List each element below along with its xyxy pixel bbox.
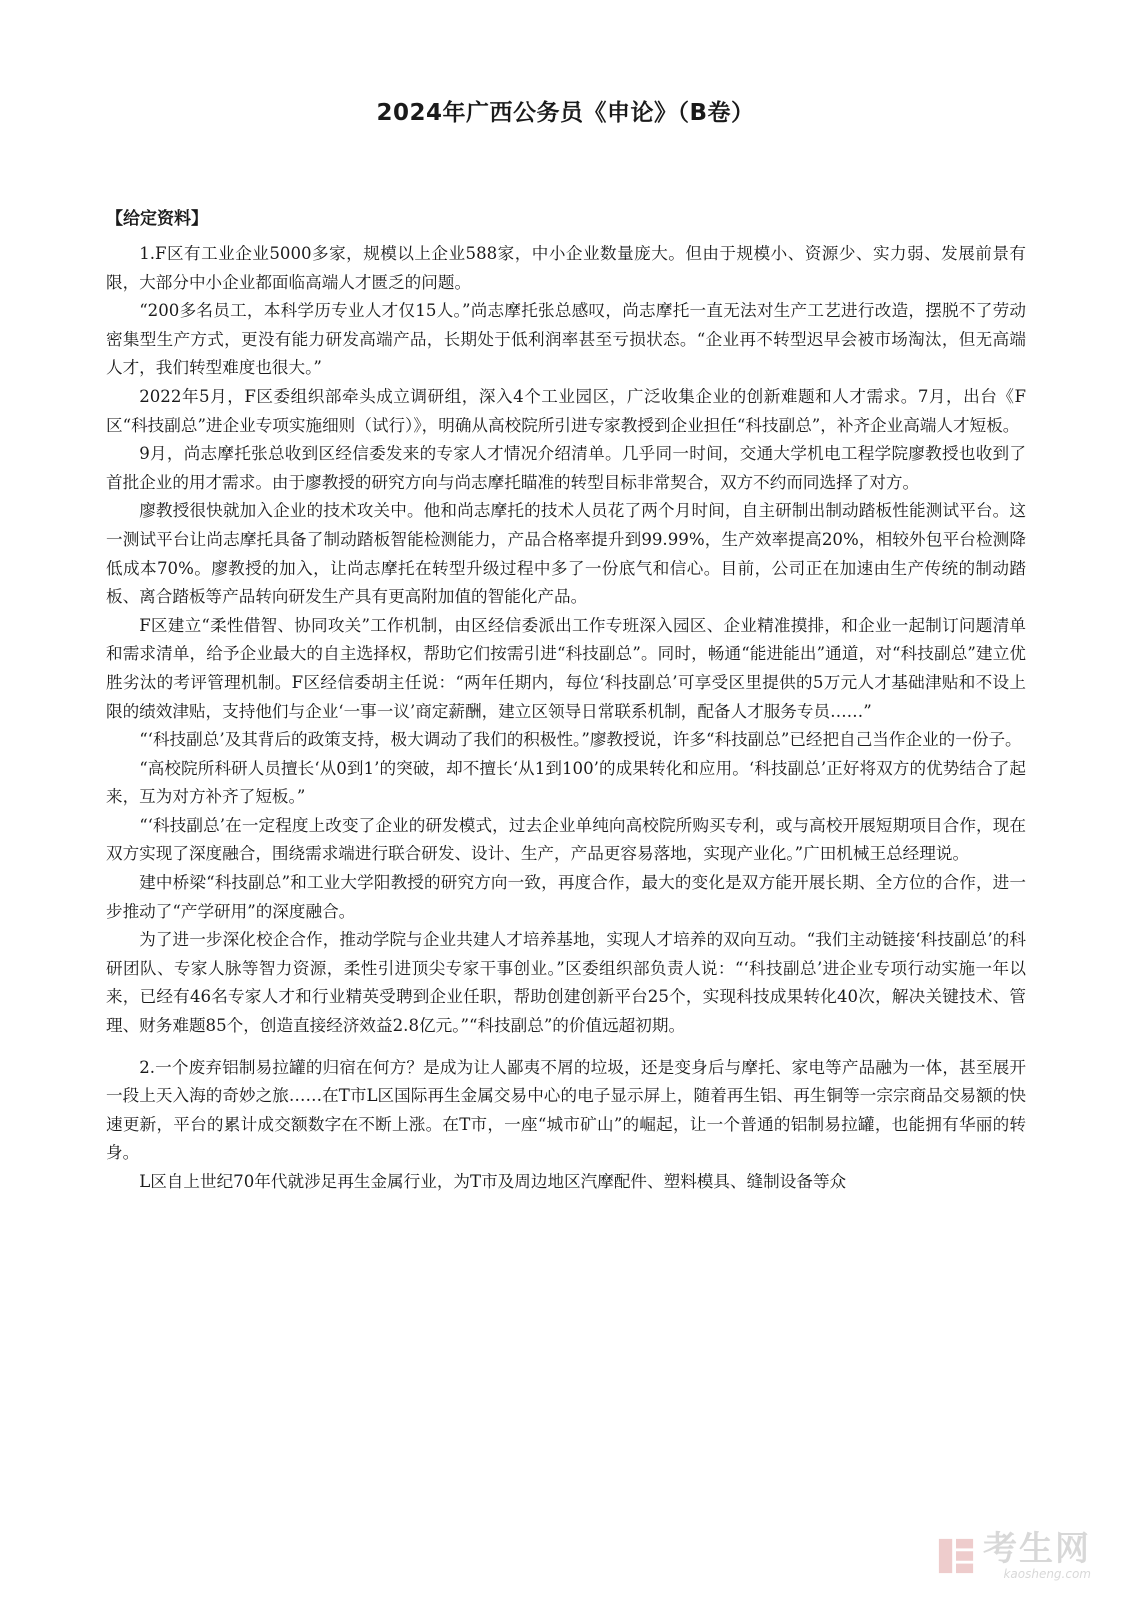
- paragraph-4: 9月，尚志摩托张总收到区经信委发来的专家人才情况介绍清单。几乎同一时间，交通大学机电工程学院廖教授也收到了首批企业的用才需求。由于廖教授的研究方向与尚志摩托瞄准的转型目标非常契合，双方不约而同选择了对方。: [106, 444, 1026, 492]
- paragraph-10: 建中桥梁“科技副总”和工业大学阳教授的研究方向一致，再度合作，最大的变化是双方能开展长期、全方位的合作，进一步推动了“产学研用”的深度融合。: [106, 873, 1026, 921]
- paragraph-5: 廖教授很快就加入企业的技术攻关中。他和尚志摩托的技术人员花了两个月时间，自主研制出制动踏板性能测试平台。这一测试平台让尚志摩托具备了制动踏板智能检测能力，产品合格率提升到99.99%，生产效率提高20%，相较外包平台检测降低成本70%。廖教授的加入，让尚志摩托在转型升级过程中多了一份底气和信心。目前，公司正在加速由生产传统的制动踏板、离合踏板等产品转向研发生产具有更高附加值的智能化产品。: [106, 501, 1026, 607]
- paragraph-6: F区建立“柔性借智、协同攻关”工作机制，由区经信委派出工作专班深入园区、企业精准摸排，和企业一起制订问题清单和需求清单，给予企业最大的自主选择权，帮助它们按需引进“科技副总”。同时，畅通“能进能出”通道，对“科技副总”建立优胜劣汰的考评管理机制。F区经信委胡主任说：“两年任期内，每位‘科技副总’可享受区里提供的5万元人才基础津贴和不设上限的绩效津贴，支持他们与企业‘一事一议’商定薪酬，建立区领导日常联系机制，配备人才服务专员……”: [106, 615, 1026, 721]
- section-heading: 【给定资料】: [106, 209, 208, 229]
- document-title: 2024年广西公务员《申论》（B卷）: [376, 100, 755, 126]
- kaosheng-logo-icon: [937, 1537, 975, 1575]
- paragraph-12: 2.一个废弃铝制易拉罐的归宿在何方？是成为让人鄙夷不屑的垃圾，还是变身后与摩托、家电等产品融为一体，甚至展开一段上天入海的奇妙之旅……在T市L区国际再生金属交易中心的电子显示屏上，随着再生铝、再生铜等一宗宗商品交易额的快速更新，平台的累计成交额数字在不断上涨。在T市，一座“城市矿山”的崛起，让一个普通的铝制易拉罐，也能拥有华丽的转身。: [106, 1057, 1026, 1163]
- watermark: [937, 1529, 1091, 1581]
- paragraph-9: “‘科技副总’在一定程度上改变了企业的研发模式，过去企业单纯向高校院所购买专利，或与高校开展短期项目合作，现在双方实现了深度融合，围绕需求端进行联合研发、设计、生产，产品更容易落地，实现产业化。”广田机械王总经理说。: [106, 815, 1026, 864]
- document-body: [106, 240, 1026, 1197]
- paragraph-7: “‘科技副总’及其背后的政策支持，极大调动了我们的积极性。”廖教授说，许多“科技副总”已经把自己当作企业的一份子。: [139, 730, 1022, 750]
- watermark-name: 考生网: [983, 1529, 1091, 1569]
- paragraph-1: 1.F区有工业企业5000多家，规模以上企业588家，中小企业数量庞大。但由于规模小、资源少、实力弱、发展前景有限，大部分中小企业都面临高端人才匮乏的问题。: [106, 244, 1026, 292]
- paragraph-13: L区自上世纪70年代就涉足再生金属行业，为T市及周边地区汽摩配件、塑料模具、缝制设备等众: [139, 1172, 847, 1191]
- paragraph-8: “高校院所科研人员擅长‘从0到1’的突破，却不擅长‘从1到100’的成果转化和应用。‘科技副总’正好将双方的优势结合了起来，互为对方补齐了短板。”: [106, 758, 1026, 807]
- watermark-url: kaosheng.com: [1003, 1567, 1091, 1581]
- paragraph-11: 为了进一步深化校企合作，推动学院与企业共建人才培养基地，实现人才培养的双向互动。“我们主动链接‘科技副总’的科研团队、专家人脉等智力资源，柔性引进顶尖专家干事创业。”区委组织部负责人说：“‘科技副总’进企业专项行动实施一年以来，已经有46名专家人才和行业精英受聘到企业任职，帮助创建创新平台25个，实现科技成果转化40次，解决关键技术、管理、财务难题85个，创造直接经济效益2.8亿元。”“科技副总”的价值远超初期。: [106, 930, 1026, 1036]
- paragraph-2: “200多名员工，本科学历专业人才仅15人。”尚志摩托张总感叹，尚志摩托一直无法对生产工艺进行改造，摆脱不了劳动密集型生产方式，更没有能力研发高端产品，长期处于低利润率甚至亏损状态。“企业再不转型迟早会被市场淘汰，但无高端人才，我们转型难度也很大。”: [106, 301, 1026, 378]
- paragraph-3: 2022年5月，F区委组织部牵头成立调研组，深入4个工业园区，广泛收集企业的创新难题和人才需求。7月，出台《F区“科技副总”进企业专项实施细则（试行）》，明确从高校院所引进专家教授到企业担任“科技副总”，补齐企业高端人才短板。: [106, 386, 1026, 435]
